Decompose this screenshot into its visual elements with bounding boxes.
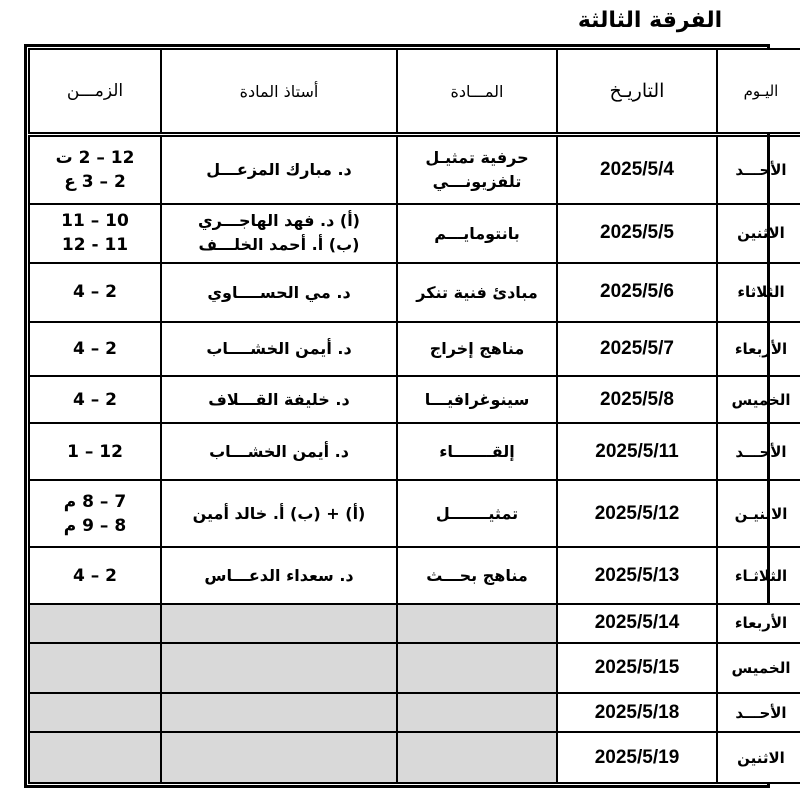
time-cell (29, 322, 161, 377)
date-cell: 2025/5/5 (557, 204, 717, 263)
date-cell: 2025/5/13 (557, 547, 717, 604)
subject-cell (397, 376, 557, 423)
day-cell: الأحـــد (717, 693, 800, 732)
time-cell-line: 2 – 4 (72, 338, 118, 359)
professor-cell (161, 263, 397, 322)
header-row (29, 49, 800, 135)
professor-cell (161, 643, 397, 694)
professor-cell (161, 693, 397, 732)
professor-cell (161, 204, 397, 263)
professor-cell-line: د. أيمن الخشـــاب (209, 442, 349, 462)
day-cell: الخميس (717, 376, 800, 423)
professor-cell-line: (أ) + (ب) أ. خالد أمين (192, 504, 366, 524)
header-time: الزمـــن (29, 49, 161, 135)
subject-cell-line: مناهج بحـــث (426, 566, 528, 586)
time-cell (29, 547, 161, 604)
time-cell-line: 7 – 8 م (63, 491, 127, 512)
day-cell: الأحـــد (717, 423, 800, 480)
day-cell: الاثنيـن (717, 480, 800, 547)
date-cell: 2025/5/12 (557, 480, 717, 547)
table-row (29, 693, 800, 732)
date-cell: 2025/5/7 (557, 322, 717, 377)
schedule-table (28, 48, 800, 784)
subject-cell-line: إلقـــــــاء (439, 442, 515, 462)
header-subject: المـــادة (397, 49, 557, 135)
subject-cell-line: بانتومايـــم (434, 223, 520, 243)
time-cell (29, 376, 161, 423)
professor-cell (161, 376, 397, 423)
date-cell: 2025/5/18 (557, 693, 717, 732)
time-cell (29, 135, 161, 204)
time-cell-line: 2 – 4 (72, 389, 118, 410)
subject-cell (397, 604, 557, 643)
header-date: التاريـخ (557, 49, 717, 135)
subject-cell (397, 135, 557, 204)
time-cell (29, 693, 161, 732)
table-row (29, 643, 800, 694)
professor-cell (161, 604, 397, 643)
day-cell: الثلاثـاء (717, 547, 800, 604)
date-cell: 2025/5/19 (557, 732, 717, 783)
time-cell (29, 732, 161, 783)
time-cell (29, 263, 161, 322)
subject-cell (397, 693, 557, 732)
professor-cell-line: د. مبارك المزعـــل (206, 160, 352, 180)
date-cell: 2025/5/4 (557, 135, 717, 204)
professor-cell (161, 322, 397, 377)
time-cell-line: 2 – 4 (72, 565, 118, 586)
professor-cell (161, 135, 397, 204)
time-cell-line: 11 - 12 (61, 235, 129, 256)
subject-cell (397, 547, 557, 604)
table-row (29, 604, 800, 643)
table-row (29, 322, 800, 377)
day-cell: الأحـــد (717, 135, 800, 204)
time-cell (29, 604, 161, 643)
subject-cell-line: مبادئ فنية تنكر (416, 282, 538, 302)
subject-cell (397, 732, 557, 783)
professor-cell (161, 480, 397, 547)
time-cell (29, 480, 161, 547)
professor-cell (161, 547, 397, 604)
professor-cell-line: د. مي الحســــاوي (207, 282, 351, 302)
time-cell-line: 12 – 1 (67, 441, 123, 462)
page-title: الفرقة الثالثة (577, 8, 723, 33)
professor-cell-line: د. خليفة القـــلاف (208, 390, 350, 410)
time-cell (29, 643, 161, 694)
time-cell (29, 423, 161, 480)
day-cell: الاثنين (717, 732, 800, 783)
table-row (29, 732, 800, 783)
professor-cell-line: د. أيمن الخشــــاب (206, 339, 352, 359)
day-cell: الاثنين (717, 204, 800, 263)
subject-cell-line: مناهج إخراج (429, 339, 525, 359)
table-row (29, 480, 800, 547)
day-cell: الخميس (717, 643, 800, 694)
subject-cell (397, 643, 557, 694)
professor-cell-line: (أ) د. فهد الهاجـــري (197, 211, 360, 231)
professor-cell (161, 423, 397, 480)
subject-cell (397, 480, 557, 547)
day-cell: الثلاثاء (717, 263, 800, 322)
day-cell: الأربعاء (717, 322, 800, 377)
subject-cell (397, 423, 557, 480)
subject-cell (397, 204, 557, 263)
professor-cell-line: د. سعداء الدعـــاس (204, 566, 354, 586)
time-cell-line: 8 – 9 م (63, 515, 127, 536)
time-cell-line: 12 – 2 ت (55, 147, 135, 168)
time-cell (29, 204, 161, 263)
subject-cell-line: حرفية تمثيـل (425, 147, 529, 167)
header-professor: أستاذ المادة (161, 49, 397, 135)
table-row (29, 263, 800, 322)
time-cell-line: 2 – 4 (72, 282, 118, 303)
date-cell: 2025/5/15 (557, 643, 717, 694)
table-row (29, 547, 800, 604)
table-row (29, 423, 800, 480)
date-cell: 2025/5/8 (557, 376, 717, 423)
time-cell-line: 2 – 3 ع (64, 171, 126, 192)
table-row (29, 135, 800, 204)
subject-cell (397, 263, 557, 322)
date-cell: 2025/5/6 (557, 263, 717, 322)
professor-cell-line: (ب) أ. أحمد الخلـــف (198, 235, 360, 255)
date-cell: 2025/5/14 (557, 604, 717, 643)
subject-cell-line: سينوغرافيـــا (424, 390, 530, 410)
schedule-body (29, 135, 800, 784)
professor-cell (161, 732, 397, 783)
day-cell: الأربعاء (717, 604, 800, 643)
header-day: اليـوم (717, 49, 800, 135)
table-row (29, 204, 800, 263)
subject-cell (397, 322, 557, 377)
date-cell: 2025/5/11 (557, 423, 717, 480)
table-row (29, 376, 800, 423)
time-cell-line: 10 – 11 (61, 211, 129, 232)
subject-cell-line: تمثيـــــــل (435, 504, 519, 524)
subject-cell-line: تلفزيونـــي (432, 171, 522, 191)
